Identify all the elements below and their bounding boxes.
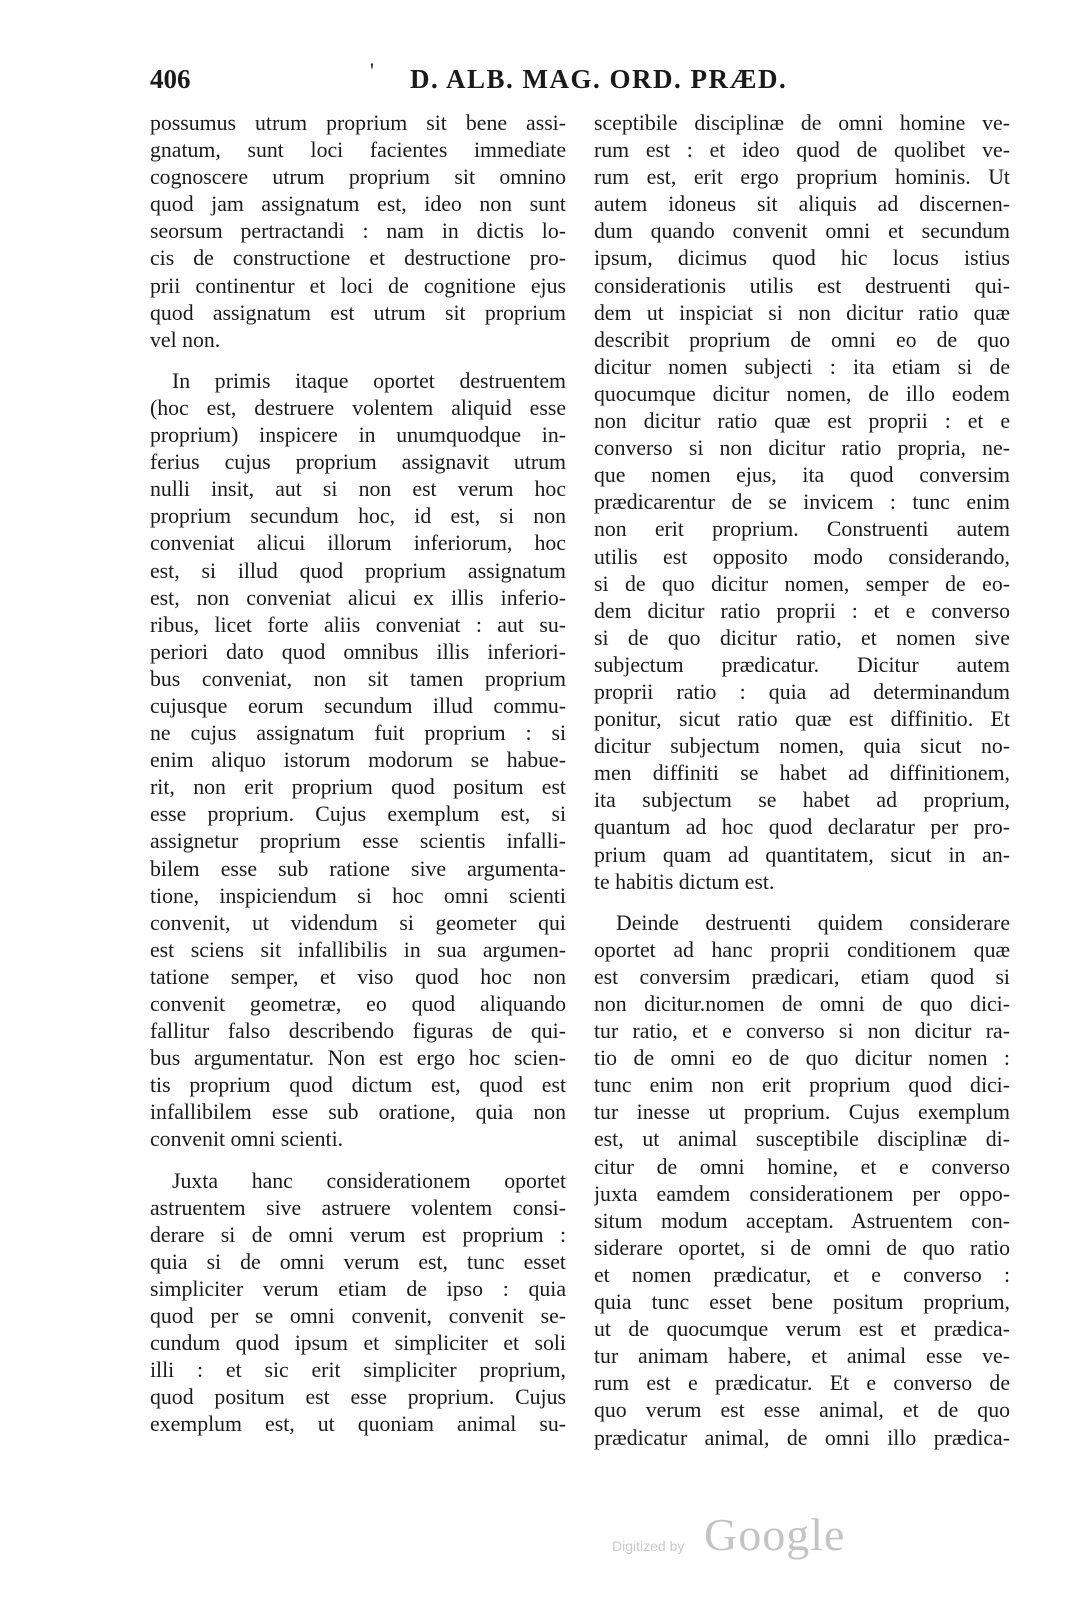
text-line: juxta eamdem considerationem per oppo- xyxy=(594,1181,1010,1206)
text-line: In primis itaque oportet destruentem xyxy=(172,368,566,393)
text-line: tione, inspiciendum si hoc omni scienti xyxy=(150,883,566,908)
text-line: cognoscere utrum proprium sit omnino xyxy=(150,165,566,190)
text-line: rit, non erit proprium quod positum est xyxy=(150,775,566,800)
text-line: (hoc est, destruere volentem aliquid esse xyxy=(150,395,566,420)
text-line: est, si illud quod proprium assignatum xyxy=(150,558,566,583)
header-mark: ' xyxy=(370,58,374,83)
text-line: non erit proprium. Construenti autem xyxy=(594,517,1010,542)
text-line: ne cujus assignatum fuit proprium : si xyxy=(150,721,566,746)
text-line: simpliciter verum etiam de ipso : quia xyxy=(150,1276,566,1301)
text-line: astruentem sive astruere volentem consi- xyxy=(150,1195,566,1220)
text-line: quo verum est esse animal, et de quo xyxy=(594,1398,1010,1423)
text-line: bus conveniat, non sit tamen proprium xyxy=(150,666,566,691)
text-line: Juxta hanc considerationem oportet xyxy=(172,1168,566,1193)
text-line: ut de quocumque verum est et prædica- xyxy=(594,1317,1010,1342)
text-line: quia tunc esset bene positum proprium, xyxy=(594,1290,1010,1315)
text-line: dem ut inspiciat si non dicitur ratio quæ xyxy=(594,300,1010,325)
text-line: rum est, erit ergo proprium hominis. Ut xyxy=(594,165,1010,190)
text-line: ribus, licet forte aliis conveniat : aut su- xyxy=(150,612,566,637)
text-line: rum est : et ideo quod de quolibet ve- xyxy=(594,138,1010,163)
text-line: tur inesse ut proprium. Cujus exemplum xyxy=(594,1100,1010,1125)
text-line: dicitur subjectum nomen, quia sicut no- xyxy=(594,734,1010,759)
text-line: proprii ratio : quia ad determinandum xyxy=(594,679,1010,704)
text-line: est, ut animal susceptibile disciplinæ di- xyxy=(594,1127,1010,1152)
text-line: prædicatur animal, de omni illo prædica- xyxy=(594,1425,1010,1450)
text-line: non dicitur ratio quæ est proprii : et e xyxy=(594,409,1010,434)
text-line: periori dato quod omnibus illis inferiori- xyxy=(150,639,566,664)
text-line: assignetur proprium esse scientis infalli- xyxy=(150,829,566,854)
paragraph xyxy=(150,1168,566,1439)
text-line: dum quando convenit omni et secundum xyxy=(594,219,1010,244)
text-line: seorsum pertractandi : nam in dictis lo- xyxy=(150,219,566,244)
left-column xyxy=(150,110,566,1453)
text-line: quod assignatum est utrum sit proprium xyxy=(150,300,566,325)
text-line: tatione semper, et viso quod hoc non xyxy=(150,964,566,989)
paragraph xyxy=(150,368,566,1154)
text-line: prædicarentur de se invicem : tunc enim xyxy=(594,490,1010,515)
page-header xyxy=(150,58,1008,104)
text-line: siderare oportet, si de omni de quo ratio xyxy=(594,1235,1010,1260)
text-line: tio de omni eo de quo dicitur nomen : xyxy=(594,1046,1010,1071)
text-line: nulli insit, aut si non est verum hoc xyxy=(150,477,566,502)
text-line: cis de constructione et destructione pro- xyxy=(150,246,566,271)
text-line: convenit, ut videndum si geometer qui xyxy=(150,910,566,935)
text-line: situm modum acceptam. Astruentem con- xyxy=(594,1208,1010,1233)
text-line: tur ratio, et e converso si non dicitur ra- xyxy=(594,1019,1010,1044)
text-line: bilem esse sub ratione sive argumenta- xyxy=(150,856,566,881)
paragraph xyxy=(150,110,566,354)
paragraph xyxy=(594,910,1010,1452)
text-line: ita subjectum se habet ad proprium, xyxy=(594,788,1010,813)
text-line: si de quo dicitur ratio, et nomen sive xyxy=(594,625,1010,650)
text-line: considerationis utilis est destruenti qui- xyxy=(594,273,1010,298)
text-line: fallitur falso describendo figuras de qui- xyxy=(150,1019,566,1044)
text-line: tur animam habere, et animal esse ve- xyxy=(594,1344,1010,1369)
text-line: dicitur nomen subjecti : ita etiam si de xyxy=(594,354,1010,379)
digitized-by-label: Digitized by xyxy=(612,1538,685,1554)
text-line: men diffiniti se habet ad diffinitionem, xyxy=(594,761,1010,786)
text-line: ponitur, sicut ratio quæ est diffinitio. Et xyxy=(594,707,1010,732)
text-line: enim aliquo istorum modorum se habue- xyxy=(150,748,566,773)
text-line: subjectum prædicatur. Dicitur autem xyxy=(594,652,1010,677)
text-line: possumus utrum proprium sit bene assi- xyxy=(150,111,566,135)
text-line: converso si non dicitur ratio propria, ne- xyxy=(594,436,1010,461)
text-line: utilis est opposito modo considerando, xyxy=(594,544,1010,569)
page-number: 406 xyxy=(150,64,191,94)
text-line: cundum quod ipsum et simpliciter et soli xyxy=(150,1331,566,1356)
text-line: non dicitur.nomen de omni de quo dici- xyxy=(594,992,1010,1016)
text-line: prii continentur et loci de cognitione ejus xyxy=(150,273,566,298)
text-line: quia si de omni verum est, tunc esset xyxy=(150,1249,566,1274)
text-line: convenit geometræ, eo quod aliquando xyxy=(150,992,566,1016)
text-line: te habitis dictum est. xyxy=(594,869,775,894)
paragraph xyxy=(594,110,1010,896)
text-line: Deinde destruenti quidem considerare xyxy=(616,910,1010,935)
text-line: tunc enim non erit proprium quod dici- xyxy=(594,1073,1010,1098)
text-line: bus argumentatur. Non est ergo hoc scien- xyxy=(150,1046,566,1071)
google-logo: Google xyxy=(704,1509,846,1560)
text-line: sceptibile disciplinæ de omni homine ve- xyxy=(594,111,1010,135)
text-line: convenit omni scienti. xyxy=(150,1127,344,1152)
right-column xyxy=(594,110,1010,1466)
text-line: est sciens sit infallibilis in sua argumen- xyxy=(150,937,566,962)
running-title: D. ALB. MAG. ORD. PRÆD. xyxy=(410,64,788,94)
text-line: exemplum est, ut quoniam animal su- xyxy=(150,1412,566,1437)
text-line: est, non conveniat alicui ex illis inferio- xyxy=(150,585,566,610)
text-line: tis proprium quod dictum est, quod est xyxy=(150,1073,566,1098)
text-line: rum est e prædicatur. Et e converso de xyxy=(594,1371,1010,1396)
text-line: autem idoneus sit aliquis ad discernen- xyxy=(594,192,1010,217)
text-line: et nomen prædicatur, et e converso : xyxy=(594,1262,1010,1287)
text-line: vel non. xyxy=(150,327,221,352)
text-line: est conversim prædicari, etiam quod si xyxy=(594,964,1010,989)
text-line: citur de omni homine, et e converso xyxy=(594,1154,1010,1179)
text-line: quocumque dicitur nomen, de illo eodem xyxy=(594,381,1010,406)
text-line: quod positum est esse proprium. Cujus xyxy=(150,1385,566,1410)
text-line: ipsum, dicimus quod hic locus istius xyxy=(594,246,1010,271)
text-line: ferius cujus proprium assignavit utrum xyxy=(150,450,566,475)
text-line: oportet ad hanc proprii conditionem quæ xyxy=(594,937,1010,962)
text-line: esse proprium. Cujus exemplum est, si xyxy=(150,802,566,827)
text-line: cujusque eorum secundum illud commu- xyxy=(150,693,566,718)
text-line: que nomen ejus, ita quod conversim xyxy=(594,463,1010,488)
digitization-watermark xyxy=(612,1508,872,1558)
text-line: gnatum, sunt loci facientes immediate xyxy=(150,138,566,163)
text-line: quantum ad hoc quod declaratur per pro- xyxy=(594,815,1010,840)
text-line: derare si de omni verum est proprium : xyxy=(150,1222,566,1247)
text-line: dem dicitur ratio proprii : et e converso xyxy=(594,598,1010,623)
text-line: proprium secundum hoc, id est, si non xyxy=(150,504,566,529)
text-line: quod per se omni convenit, convenit se- xyxy=(150,1304,566,1329)
text-line: prium quam ad quantitatem, sicut in an- xyxy=(594,842,1010,867)
text-line: infallibilem esse sub oratione, quia non xyxy=(150,1100,566,1125)
text-line: illi : et sic erit simpliciter proprium, xyxy=(150,1358,566,1383)
text-line: proprium) inspicere in unumquodque in- xyxy=(150,423,566,448)
text-line: si de quo dicitur nomen, semper de eo- xyxy=(594,571,1010,596)
text-line: quod jam assignatum est, ideo non sunt xyxy=(150,192,566,217)
text-line: conveniat alicui illorum inferiorum, hoc xyxy=(150,531,566,556)
text-line: describit proprium de omni eo de quo xyxy=(594,327,1010,352)
